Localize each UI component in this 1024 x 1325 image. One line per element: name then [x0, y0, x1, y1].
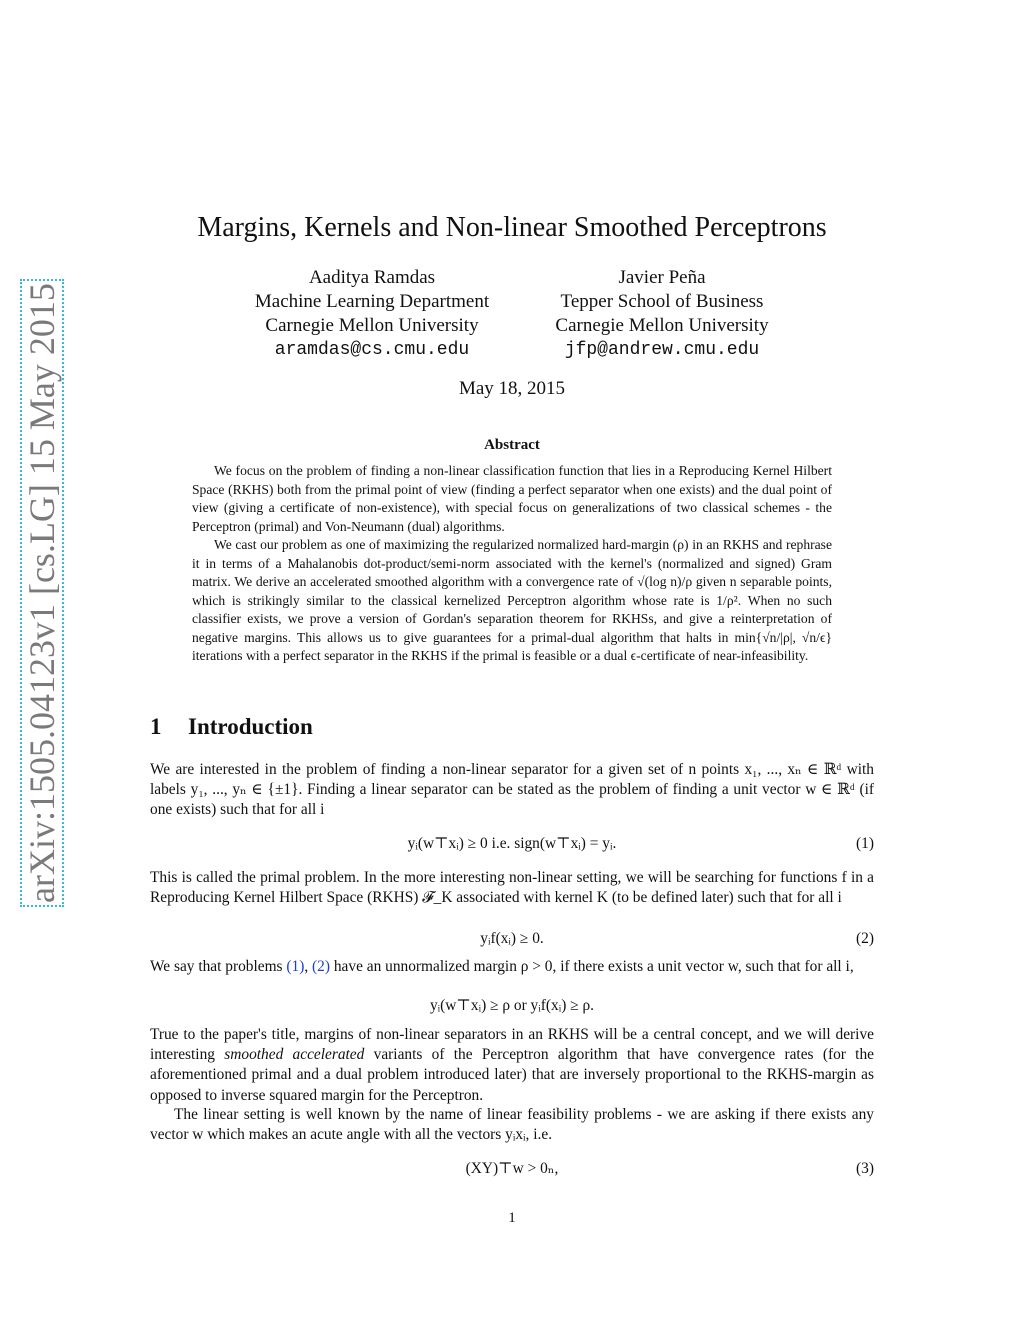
- author-email: jfp@andrew.cmu.edu: [564, 340, 760, 360]
- paper-title: Margins, Kernels and Non-linear Smoothed Perceptrons: [197, 212, 827, 243]
- equation-2: [150, 928, 874, 950]
- equation-number: (1): [856, 835, 874, 852]
- paper-date: May 18, 2015: [458, 378, 566, 399]
- equation-2-link[interactable]: (2): [312, 958, 330, 975]
- author-department: Tepper School of Business: [560, 291, 764, 312]
- section-number: 1: [150, 714, 162, 739]
- paragraph-text: The linear setting is well known by the name of linear feasibility problems - we are asking if there exists any vector w which makes an acute angle with all the vectors yᵢxᵢ, i.e.: [150, 1106, 874, 1144]
- intro-paragraph-2: [150, 868, 874, 908]
- paragraph-text: [150, 957, 874, 977]
- text-run: have an unnormalized margin ρ > 0, if there exists a unit vector w, such that for all i,: [330, 958, 854, 975]
- section-title: Introduction: [188, 714, 313, 739]
- equation-content: yᵢ(w⊤xᵢ) ≥ ρ or yᵢf(xᵢ) ≥ ρ.: [429, 997, 595, 1014]
- equation-number: (3): [856, 1160, 874, 1177]
- equation-1-link[interactable]: (1): [286, 958, 305, 975]
- author-affiliation: Carnegie Mellon University: [265, 315, 479, 336]
- author-block-1: [222, 266, 522, 362]
- author-block-2: [512, 266, 812, 362]
- equation-content: (XY)⊤w > 0ₙ,: [465, 1160, 559, 1177]
- abstract-paragraph-2: We cast our problem as one of maximizing the regularized normalized hard-margin (ρ) in an RKHS and rephrase it in terms of a Mahalanobis dot-product/semi-norm associated with the kernel's (normalized and signed) Gram matrix. We derive an accelerated smoothed algorithm with a convergence rate of √(log n)/ρ given n separable points, which is strikingly similar to the classical kernelized Perceptron algorithm whose rate is 1/ρ². When no such classifier exists, we prove a version of Gordan's separation theorem for RKHSs, and give a reinterpretation of negative margins. This allows us to give guarantees for a primal-dual algorithm that halts in min{√n/|ρ|, √n/ϵ} iterations with a perfect separator in the RKHS if the primal is feasible or a dual ϵ-certificate of near-infeasibility.: [192, 537, 832, 663]
- author-affiliation: Carnegie Mellon University: [555, 315, 769, 336]
- paragraph-text: We are interested in the problem of finding a non-linear separator for a given set of n points x₁, ..., xₙ ∈ ℝᵈ with labels y₁, ..., yₙ ∈ {±1}. Finding a linear separator can be stated as the problem of finding a unit vector w ∈ ℝᵈ (if one exists) such that for all i: [150, 761, 874, 819]
- equation-1: [150, 833, 874, 855]
- equation-content: yᵢf(xᵢ) ≥ 0.: [480, 930, 544, 947]
- abstract-heading: Abstract: [484, 437, 540, 453]
- arxiv-id-text: arXiv:1505.04123v1 [cs.LG] 15 May 2015: [22, 283, 62, 903]
- author-name: Javier Peña: [618, 267, 706, 288]
- text-run: True to the paper's title, margins of non-linear separators in an RKHS will be a central concept, and we will derive interesting: [150, 1026, 874, 1064]
- section-heading: [150, 714, 313, 740]
- intro-paragraph-3: [150, 957, 874, 977]
- paragraph-text: [150, 1025, 874, 1106]
- text-run: ,: [304, 958, 313, 975]
- equation-3: [150, 1158, 874, 1180]
- author-name: Aaditya Ramdas: [308, 267, 436, 288]
- equation-unnumbered: [150, 995, 874, 1017]
- abstract-paragraph-1: We focus on the problem of finding a non-linear classification function that lies in a Reproducing Kernel Hilbert Space (RKHS) both from the primal point of view (finding a perfect separator when one exists) and the dual point of view (giving a certificate of non-existence), with special focus on generalizations of two classical schemes - the Perceptron (primal) and Von-Neumann (dual) algorithms.: [192, 463, 832, 534]
- paragraph-text: This is called the primal problem. In the more interesting non-linear setting, we will be searching for functions f in a Reproducing Kernel Hilbert Space (RKHS) 𝓕_K associated with kernel K (to be defined later) such that for all i: [150, 869, 874, 907]
- equation-number: (2): [856, 930, 874, 947]
- author-department: Machine Learning Department: [254, 291, 490, 312]
- emphasis-text: smoothed accelerated: [224, 1046, 365, 1064]
- author-email: aramdas@cs.cmu.edu: [274, 340, 470, 360]
- text-run: variants of the Perceptron algorithm that have convergence rates (for the aforementioned primal and a dual problem introduced later) that are inversely proportional to the RKHS-margin as opposed to inverse squared margin for the Perceptron.: [150, 1046, 874, 1104]
- equation-content: yᵢ(w⊤xᵢ) ≥ 0 i.e. sign(w⊤xᵢ) = yᵢ.: [407, 835, 617, 852]
- abstract-body: [192, 462, 832, 666]
- intro-paragraph-4: [150, 1025, 874, 1106]
- text-run: We say that problems: [150, 958, 287, 975]
- page-number: 1: [508, 1210, 516, 1226]
- intro-paragraph-1: [150, 760, 874, 821]
- intro-paragraph-5: [150, 1105, 874, 1145]
